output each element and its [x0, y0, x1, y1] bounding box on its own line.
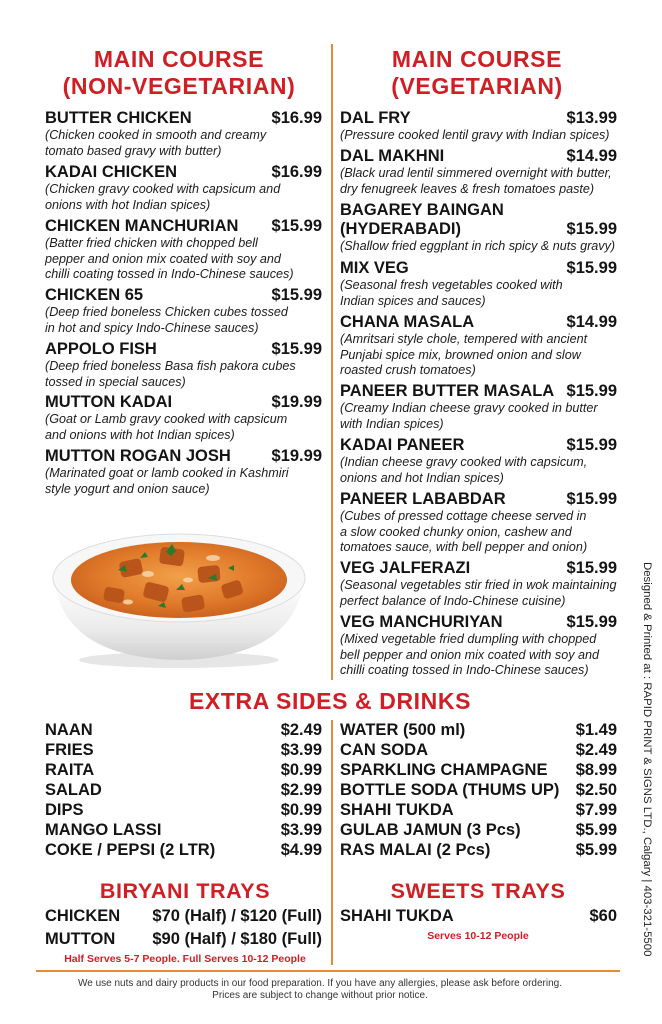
item-name: BUTTER CHICKEN — [45, 109, 192, 127]
side-row — [45, 780, 322, 800]
drink-price: $5.99 — [575, 841, 617, 859]
drink-row — [340, 720, 617, 740]
item-desc-line: (Seasonal fresh vegetables cooked with — [340, 278, 563, 292]
item-desc-line: (Chicken gravy cooked with capsicum and — [45, 182, 281, 196]
item-desc-line: chilli coating tossed in Indo-Chinese sauces) — [340, 663, 589, 677]
menu-item — [340, 490, 617, 556]
menu-item — [340, 559, 617, 609]
item-name-line2: (HYDERABADI) — [340, 220, 461, 238]
item-desc-line: chilli coating tossed in Indo-Chinese sauces) — [45, 267, 294, 281]
menu-item — [340, 382, 617, 432]
item-name: MIX VEG — [340, 259, 409, 277]
drink-price: $8.99 — [575, 761, 617, 779]
item-desc-line: (Creamy Indian cheese gravy cooked in butter — [340, 401, 598, 415]
drink-name: BOTTLE SODA (THUMS UP) — [340, 781, 560, 799]
item-desc-line: with Indian spices) — [340, 416, 444, 431]
side-row — [45, 740, 322, 760]
food-bowl-image — [48, 518, 310, 670]
item-price: $14.99 — [566, 147, 617, 165]
item-price: $14.99 — [566, 313, 617, 331]
drink-row — [340, 780, 617, 800]
side-name: FRIES — [45, 741, 94, 759]
menu-item — [340, 259, 617, 309]
menu-item — [45, 393, 322, 443]
sweets-title: SWEETS TRAYS — [390, 879, 566, 903]
veg-title-line2: (VEGETARIAN) — [391, 73, 563, 99]
item-desc-line: in hot and spicy Indo-Chinese sauces) — [45, 320, 259, 335]
side-price: $2.49 — [280, 721, 322, 739]
side-row — [45, 800, 322, 820]
menu-item — [340, 313, 617, 379]
price-notice: Prices are subject to change without prior notice. — [212, 990, 428, 1001]
drink-price: $2.49 — [575, 741, 617, 759]
item-name: CHICKEN MANCHURIAN — [45, 217, 239, 235]
item-desc-line: (Shallow fried eggplant in rich spicy & nuts gravy) — [340, 239, 616, 253]
item-desc-line: tomato based gravy with butter) — [45, 143, 222, 158]
item-price: $15.99 — [271, 217, 322, 235]
item-name: DAL FRY — [340, 109, 411, 127]
menu-item — [45, 340, 322, 390]
item-price: $19.99 — [271, 447, 322, 465]
item-price: $15.99 — [566, 382, 617, 400]
item-name: MUTTON ROGAN JOSH — [45, 447, 231, 465]
allergy-notice: We use nuts and dairy products in our food preparation. If you have any allergies, please ask before ordering. — [78, 978, 562, 989]
item-desc-line: roasted crush tomatoes) — [340, 363, 476, 377]
drink-price: $7.99 — [575, 801, 617, 819]
item-desc-line: (Amritsari style chole, tempered with ancient — [340, 332, 588, 346]
drink-row — [340, 820, 617, 840]
item-desc-line: and onions with hot Indian spices) — [45, 427, 235, 442]
drink-row — [340, 760, 617, 780]
item-desc-line: pepper and onion mix coated with soy and — [45, 251, 281, 266]
sides-divider — [331, 720, 333, 965]
sides-title: EXTRA SIDES & DRINKS — [188, 688, 472, 714]
item-price: $15.99 — [566, 613, 617, 631]
item-desc-line: (Batter fried chicken with chopped bell — [45, 236, 258, 250]
item-price: $15.99 — [271, 286, 322, 304]
menu-item — [45, 217, 322, 283]
main-course-divider — [331, 44, 333, 680]
item-price: $19.99 — [271, 393, 322, 411]
side-price: $0.99 — [280, 761, 322, 779]
drink-row — [340, 740, 617, 760]
biryani-name: CHICKEN — [45, 907, 121, 925]
side-price: $2.99 — [280, 781, 322, 799]
item-name: VEG JALFERAZI — [340, 559, 471, 577]
sweets-row — [340, 906, 617, 926]
item-price: $15.99 — [566, 559, 617, 577]
item-desc-line: tossed in special sauces) — [45, 374, 186, 389]
drink-price: $5.99 — [575, 821, 617, 839]
menu-item — [340, 201, 617, 255]
sweets-price: $60 — [589, 907, 617, 925]
side-name: MANGO LASSI — [45, 821, 162, 839]
item-name: PANEER BUTTER MASALA — [340, 382, 555, 400]
drink-name: SPARKLING CHAMPAGNE — [340, 761, 548, 779]
item-name: APPOLO FISH — [45, 340, 157, 358]
item-desc-line: (Chicken cooked in smooth and creamy — [45, 128, 267, 142]
item-name: KADAI CHICKEN — [45, 163, 177, 181]
side-row — [45, 820, 322, 840]
item-desc-line: (Black urad lentil simmered overnight with butter, — [340, 166, 612, 180]
item-price: $15.99 — [271, 340, 322, 358]
menu-item — [340, 147, 617, 197]
veg-title-line1: MAIN COURSE — [391, 46, 563, 72]
biryani-serving-note: Half Serves 5-7 People. Full Serves 10-12 People — [64, 953, 306, 965]
item-desc-line: a slow cooked chunky onion, cashew and — [340, 524, 572, 539]
biryani-name: MUTTON — [45, 930, 116, 948]
item-desc-line: (Seasonal vegetables stir fried in wok maintaining — [340, 578, 617, 592]
menu-item — [340, 109, 617, 144]
item-desc-line: (Pressure cooked lentil gravy with Indian spices) — [340, 128, 610, 142]
drink-row — [340, 800, 617, 820]
item-desc-line: onions and hot Indian spices) — [340, 470, 504, 485]
item-name: MUTTON KADAI — [45, 393, 173, 411]
biryani-row — [45, 929, 322, 949]
biryani-title: BIRYANI TRAYS — [99, 879, 271, 903]
item-name: CHICKEN 65 — [45, 286, 144, 304]
drink-name: GULAB JAMUN (3 Pcs) — [340, 821, 521, 839]
side-price: $3.99 — [280, 741, 322, 759]
item-desc-line: (Mixed vegetable fried dumpling with chopped — [340, 632, 597, 646]
item-price: $16.99 — [271, 163, 322, 181]
drink-name: RAS MALAI (2 Pcs) — [340, 841, 491, 859]
side-name: NAAN — [45, 721, 93, 739]
drink-name: CAN SODA — [340, 741, 429, 759]
item-price: $15.99 — [566, 220, 617, 238]
item-desc-line: (Deep fried boneless Chicken cubes tossed — [45, 305, 288, 319]
item-desc-line: (Indian cheese gravy cooked with capsicum, — [340, 455, 588, 469]
veg-title — [342, 46, 612, 100]
item-name: KADAI PANEER — [340, 436, 465, 454]
nonveg-title-line1: MAIN COURSE — [93, 46, 265, 72]
side-name: SALAD — [45, 781, 102, 799]
menu-item — [45, 447, 322, 497]
side-row — [45, 840, 322, 860]
nonveg-title — [34, 46, 324, 100]
item-price: $15.99 — [566, 259, 617, 277]
side-row — [45, 720, 322, 740]
item-desc-line: dry fenugreek leaves & fresh tomatoes paste) — [340, 181, 595, 196]
item-desc-line: bell pepper and onion mix coated with soy and — [340, 647, 600, 662]
item-desc-line: (Goat or Lamb gravy cooked with capsicum — [45, 412, 288, 426]
item-desc-line: (Deep fried boneless Basa fish pakora cubes — [45, 359, 296, 373]
side-name: DIPS — [45, 801, 84, 819]
drink-name: WATER (500 ml) — [340, 721, 466, 739]
item-desc-line: (Cubes of pressed cottage cheese served in — [340, 509, 587, 523]
item-price: $13.99 — [566, 109, 617, 127]
biryani-price: $90 (Half) / $180 (Full) — [152, 930, 322, 948]
item-name: VEG MANCHURIYAN — [340, 613, 503, 631]
biryani-price: $70 (Half) / $120 (Full) — [152, 907, 322, 925]
item-price: $15.99 — [566, 436, 617, 454]
side-name: COKE / PEPSI (2 LTR) — [45, 841, 216, 859]
menu-item — [340, 613, 617, 679]
item-desc-line: style yogurt and onion sauce) — [45, 481, 210, 496]
footer-divider — [36, 970, 620, 972]
item-name: PANEER LABABDAR — [340, 490, 506, 508]
item-desc-line: Punjabi spice mix, browned onion and slow — [340, 347, 581, 362]
item-price: $16.99 — [271, 109, 322, 127]
printer-credit-text: Designed & Printed at : RAPID PRINT & SIGNS LTD., Calgary | 403-321-5500 — [641, 562, 653, 957]
drink-price: $2.50 — [575, 781, 617, 799]
side-row — [45, 760, 322, 780]
item-name: DAL MAKHNI — [340, 147, 445, 165]
sweets-name: SHAHI TUKDA — [340, 907, 454, 925]
printer-credit — [634, 562, 660, 982]
menu-item — [45, 286, 322, 336]
item-desc-line: onions with hot Indian spices) — [45, 197, 211, 212]
sweets-serving-note: Serves 10-12 People — [427, 930, 529, 942]
biryani-row — [45, 906, 322, 926]
menu-item — [340, 436, 617, 486]
nonveg-title-line2: (NON-VEGETARIAN) — [62, 73, 296, 99]
item-desc-line: tomatoes sauce, with bell pepper and onion) — [340, 540, 588, 554]
menu-item — [45, 109, 322, 159]
side-name: RAITA — [45, 761, 95, 779]
item-price: $15.99 — [566, 490, 617, 508]
menu-item — [45, 163, 322, 213]
item-desc-line: perfect balance of Indo-Chinese cuisine) — [340, 593, 566, 608]
side-price: $0.99 — [280, 801, 322, 819]
item-name: BAGAREY BAINGAN — [340, 201, 504, 219]
drink-name: SHAHI TUKDA — [340, 801, 454, 819]
drink-price: $1.49 — [575, 721, 617, 739]
item-desc-line: (Marinated goat or lamb cooked in Kashmiri — [45, 466, 289, 480]
drink-row — [340, 840, 617, 860]
side-price: $3.99 — [280, 821, 322, 839]
item-name: CHANA MASALA — [340, 313, 475, 331]
item-desc-line: Indian spices and sauces) — [340, 293, 486, 308]
side-price: $4.99 — [280, 841, 322, 859]
